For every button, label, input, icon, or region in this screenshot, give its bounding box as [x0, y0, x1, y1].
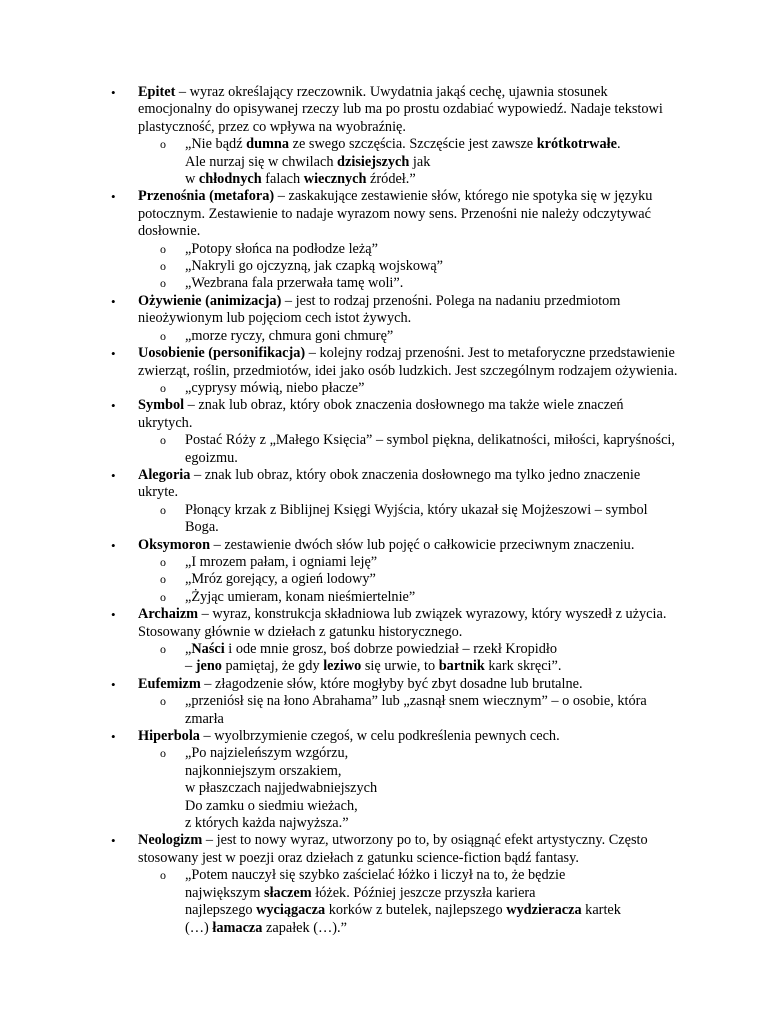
example-line — [185, 589, 680, 606]
example-text: „przeniósł się na łono Abrahama” lub „zasnął snem wiecznym” – o osobie, która zmarła — [185, 693, 647, 727]
example-line — [185, 380, 680, 397]
sub-bullet-icon: o — [160, 554, 166, 569]
emphasized-word: dzisiejszych — [337, 153, 410, 170]
example-line — [185, 815, 680, 832]
emphasized-word: Naści — [191, 641, 225, 657]
example-line — [185, 571, 680, 588]
example-item — [0, 693, 680, 728]
sub-bullet-icon: o — [160, 502, 166, 517]
example-text: „cyprysy mówią, niebo płacze” — [185, 379, 365, 396]
term-name: Hiperbola — [138, 728, 200, 745]
term-definition: – zestawienie dwóch słów lub pojęć o całkowicie przeciwnym znaczeniu. — [210, 536, 635, 553]
bullet-icon: • — [111, 537, 116, 553]
example-item — [0, 328, 680, 345]
emphasized-word: dumna — [246, 136, 290, 153]
example-item — [0, 745, 680, 832]
example-item — [0, 554, 680, 571]
term-definition: – kolejny rodzaj przenośni. Jest to metaforyczne przedstawienie zwierząt, roślin, przedmiotów, idei jako osób ludzkich. Jest szczególnym rodzajem ożywienia. — [138, 345, 678, 379]
term-name: Symbol — [138, 397, 185, 414]
emphasized-word: wyciągacza — [256, 902, 326, 919]
term-definition: – znak lub obraz, który obok znaczenia dosłownego ma także wiele znaczeń ukrytych. — [138, 397, 624, 431]
sub-bullet-icon: o — [160, 433, 166, 448]
example-text: zapałek (…).” — [262, 919, 347, 936]
emphasized-word: łamacza — [212, 919, 263, 936]
bullet-icon: • — [111, 346, 116, 362]
example-item — [0, 275, 680, 292]
term-name: Neologizm — [138, 832, 203, 849]
term-name: Eufemizm — [138, 675, 201, 692]
sub-bullet-icon: o — [160, 746, 166, 761]
term-entry-neologizm — [0, 832, 678, 867]
example-text: korków z butelek, najlepszego — [325, 902, 507, 919]
emphasized-word: jeno — [195, 658, 222, 675]
example-line — [185, 745, 680, 762]
sub-bullet-icon: o — [160, 589, 166, 604]
example-text: Postać Róży z „Małego Księcia” – symbol piękna, delikatności, miłości, kapryśności, egoizmu. — [185, 432, 675, 466]
example-text: w — [185, 171, 199, 188]
example-text: „Żyjąc umieram, konam nieśmiertelnie” — [185, 588, 416, 605]
example-text: źródeł.” — [366, 171, 416, 188]
example-text: łóżek. Później jeszcze przyszła kariera — [311, 884, 536, 901]
example-item — [0, 867, 680, 937]
sub-bullet-icon: o — [160, 276, 166, 291]
term-definition: – znak lub obraz, który obok znaczenia dosłownego ma tylko jedno znaczenie ukryte. — [138, 466, 641, 501]
example-line — [185, 693, 680, 728]
example-text: . — [616, 136, 621, 153]
bullet-icon: • — [111, 676, 116, 692]
example-line — [185, 328, 680, 345]
document-body — [0, 84, 768, 937]
example-text: Do zamku o siedmiu wieżach, — [185, 797, 358, 814]
emphasized-word: słaczem — [264, 884, 312, 901]
term-definition: – wyraz, konstrukcja składniowa lub związek wyrazowy, który wyszedł z użycia. Stosowany głównie w dziełach z gatunku historycznego. — [138, 606, 667, 640]
example-text: najkonniejszym orszakiem, — [185, 762, 342, 779]
term-definition: – wyraz określający rzeczownik. Uwydatnia jakąś cechę, ujawnia stosunek emocjonalny do opisywanej rzeczy lub ma po prostu ozdabiać wypowiedź. Nadaje tekstowi plastyczność, przez co wpływa na wyobraźnię. — [138, 84, 663, 135]
sub-bullet-icon: o — [160, 328, 166, 343]
example-line — [185, 920, 680, 937]
term-definition: – jest to nowy wyraz, utworzony po to, by osiągnąć efekt artystyczny. Często stosowany jest w poezji oraz dziełach z gatunku science-fiction bądź fantasy. — [138, 832, 648, 866]
term-name: Uosobienie (personifikacja) — [138, 345, 306, 362]
term-definition: – jest to rodzaj przenośni. Polega na nadaniu przedmiotom nieożywionym lub pojęciom cech istot żywych. — [138, 292, 621, 327]
term-name: Archaizm — [138, 606, 199, 623]
term-entry-przenosnia-metafora — [0, 188, 678, 240]
term-entry-epitet — [0, 84, 678, 136]
example-line — [185, 171, 680, 188]
term-name: Oksymoron — [138, 536, 211, 553]
example-line — [185, 241, 680, 258]
term-entry-archaizm — [0, 606, 678, 641]
term-name: Ożywienie (animizacja) — [138, 292, 282, 309]
bullet-icon: • — [111, 293, 116, 309]
example-line — [185, 885, 680, 902]
example-text: ze swego szczęścia. Szczęście jest zawsze — [289, 136, 537, 153]
example-text: „Mróz gorejący, a ogień lodowy” — [185, 571, 376, 588]
bullet-icon: • — [111, 729, 116, 745]
example-item — [0, 380, 680, 397]
example-text: kartek — [581, 902, 621, 919]
example-text: Ale nurzaj się w chwilach — [185, 153, 338, 170]
bullet-icon: • — [111, 398, 116, 414]
sub-bullet-icon: o — [160, 694, 166, 709]
example-text: pamiętaj, że gdy — [221, 658, 324, 675]
example-text: falach — [261, 171, 304, 188]
example-line — [185, 554, 680, 571]
bullet-icon: • — [111, 85, 116, 100]
example-line — [185, 136, 680, 153]
term-name: Alegoria — [138, 466, 191, 483]
example-item — [0, 241, 680, 258]
term-entry-uosobienie-personifikacja — [0, 345, 678, 380]
sub-bullet-icon: o — [160, 259, 166, 274]
example-line — [185, 902, 680, 919]
example-text: „Nie bądź — [185, 136, 247, 153]
example-item — [0, 571, 680, 588]
example-text: „morze ryczy, chmura goni chmurę” — [185, 327, 394, 344]
term-name: Przenośnia (metafora) — [138, 188, 275, 205]
term-entry-ozywienie-animizacja — [0, 293, 678, 328]
example-line — [185, 641, 680, 658]
term-definition: – wyolbrzymienie czegoś, w celu podkreślenia pewnych cech. — [199, 728, 560, 745]
example-text: (…) — [185, 919, 213, 936]
emphasized-word: wydzieracza — [506, 902, 582, 919]
sub-bullet-icon: o — [160, 241, 166, 256]
sub-bullet-icon: o — [160, 572, 166, 587]
example-text: najlepszego — [185, 902, 257, 919]
example-text: jak — [409, 153, 431, 170]
example-text: i ode mnie grosz, boś dobrze powiedział – rzekł Kropidło — [224, 641, 558, 657]
example-line — [185, 502, 680, 537]
term-entry-eufemizm — [0, 676, 678, 693]
example-item — [0, 641, 680, 676]
bullet-icon: • — [111, 607, 116, 623]
example-text: „Potem nauczył się szybko zaścielać łóżko i liczył na to, że będzie — [185, 867, 566, 884]
example-text: w płaszczach najjedwabniejszych — [185, 780, 378, 797]
term-definition: – złagodzenie słów, które mogłyby być zbyt dosadne lub brutalne. — [200, 675, 583, 692]
emphasized-word: krótkotrwałe — [536, 136, 617, 153]
term-entry-oksymoron — [0, 537, 678, 554]
example-item — [0, 432, 680, 467]
bullet-icon: • — [111, 833, 116, 849]
example-text: kark skręci”. — [484, 658, 562, 675]
example-text: największym — [185, 884, 265, 901]
example-text: się urwie, to — [361, 658, 439, 675]
example-item — [0, 589, 680, 606]
term-name: Epitet — [138, 84, 176, 100]
example-line — [185, 780, 680, 797]
example-text: „I mrozem pałam, i ogniami leję” — [185, 553, 378, 570]
example-line — [185, 798, 680, 815]
example-line — [185, 258, 680, 275]
example-item — [0, 136, 680, 188]
example-line — [185, 867, 680, 884]
example-line — [185, 432, 680, 467]
example-line — [185, 154, 680, 171]
emphasized-word: bartnik — [438, 658, 485, 675]
example-text: Płonący krzak z Biblijnej Księgi Wyjścia, który ukazał się Mojżeszowi – symbol Boga. — [185, 501, 648, 536]
term-entry-symbol — [0, 397, 678, 432]
term-definition: – zaskakujące zestawienie słów, którego nie spotyka się w języku potocznym. Zestawienie to nadaje wyrazom nowy sens. Przenośni nie należy odczytywać dosłownie. — [138, 188, 653, 240]
example-line — [185, 275, 680, 292]
example-text: z których każda najwyższa.” — [185, 815, 349, 832]
term-entry-alegoria — [0, 467, 678, 502]
term-entry-hiperbola — [0, 728, 678, 745]
example-item — [0, 258, 680, 275]
bullet-icon: • — [111, 467, 116, 483]
emphasized-word: chłodnych — [198, 171, 262, 188]
emphasized-word: wiecznych — [303, 171, 367, 188]
example-text: „Nakryli go ojczyzną, jak czapką wojskową” — [185, 258, 444, 275]
emphasized-word: leziwo — [323, 658, 362, 675]
bullet-icon: • — [111, 189, 116, 205]
example-line — [185, 763, 680, 780]
example-text: „Potopy słońca na podłodze leżą” — [185, 240, 378, 257]
sub-bullet-icon: o — [160, 137, 166, 152]
sub-bullet-icon: o — [160, 380, 166, 395]
example-text: – — [185, 658, 196, 675]
example-text: „ — [185, 641, 192, 657]
example-line — [185, 658, 680, 675]
example-text: „Wezbrana fala przerwała tamę woli”. — [185, 275, 404, 292]
sub-bullet-icon: o — [160, 868, 166, 883]
sub-bullet-icon: o — [160, 642, 166, 656]
example-item — [0, 502, 680, 537]
example-text: „Po najzieleńszym wzgórzu, — [185, 745, 349, 762]
